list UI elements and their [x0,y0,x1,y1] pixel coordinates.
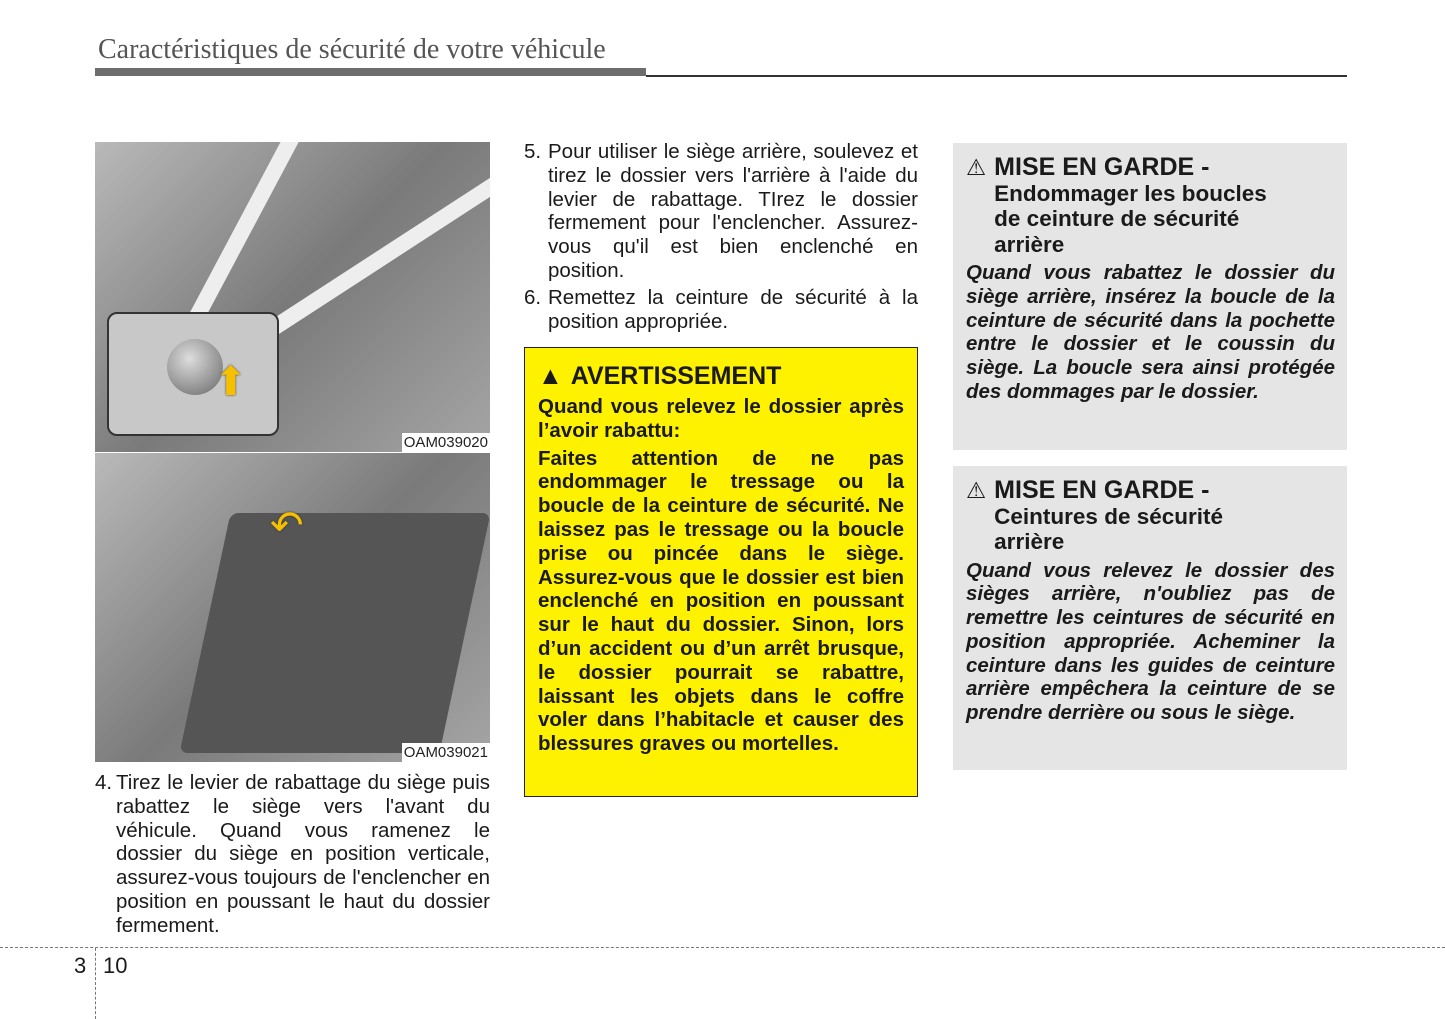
warning-intro: Quand vous relevez le dossier après l’avoir rabattu: [538,395,904,442]
figure-code: OAM039021 [403,744,488,761]
caution-body: Quand vous relevez le dossier des sièges arrière, n'oubliez pas de remettre les ceintures de sécurité en position appropriée. Acheminer la ceinture dans les guides de ceinture arrière empêchera la ceinture de se prendre derrière ou sous le siège. [966,558,1335,725]
warning-body: Faites attention de ne pas endommager le tressage ou la boucle de la ceinture de sécurité. Ne laissez pas le tressage ou la boucle prise ou pincée dans le siège. Assurez-vous que le dossier est bien enclenché en position en poussant sur le haut du dossier. Sinon, lors d’un accident ou d’un arrêt brusque, le dossier pourrait se rabattre, laissant les objets dans le coffre voler dans l’habitacle et causer des blessures graves ou mortelles. [538,446,904,756]
step-4 [95,771,490,938]
header-bar [95,68,646,76]
caution-body: Quand vous rabattez le dossier du siège arrière, insérez la boucle de la ceinture de sécurité dans la pochette entre le dossier et le coussin du siège. La boucle sera ainsi protégée des dommages par le dossier. [966,261,1335,403]
figure-seat-folded [95,453,490,762]
caution-box-buckles [953,143,1347,450]
seatbelt-illustration [188,142,301,324]
step-number: 5. [524,140,542,163]
folded-seat-illustration [179,513,490,753]
caution-triangle-icon: ⚠ [966,478,987,503]
page-header-title: Caractéristiques de sécurité de votre véhicule [98,34,606,65]
curved-arrow-icon: ↶ [270,504,304,548]
caution-subtitle: Ceintures de sécurité arrière [994,503,1224,554]
step-number: 6. [524,286,542,309]
figure-code: OAM039020 [403,434,488,451]
step-5 [524,140,918,283]
warning-box [524,347,918,797]
header-rule [646,75,1347,77]
step-text: Pour utiliser le siège arrière, soulevez et tirez le dossier vers l'arrière à l'aide du levier de rabattage. TIrez le dossier fermement pour l'enclencher. Assurez-vous qu'il est bien enclenché en position. [548,140,918,282]
page-number: 10 [103,953,128,978]
step-number: 4. [95,771,113,794]
caution-title: MISE EN GARDE - [994,476,1210,504]
warning-title: AVERTISSEMENT [570,362,782,390]
footer-rule [0,947,1445,948]
footer-divider [95,948,96,1019]
chapter-number: 3 [74,953,87,978]
warning-triangle-icon: ▲ [538,362,563,390]
caution-title: MISE EN GARDE - [994,153,1210,181]
step-text: Tirez le levier de rabattage du siège puis rabattez le siège vers l'avant du véhicule. Quand vous ramenez le dossier du siège en position verticale, assurez-vous toujours de l'enclencher en position en poussant le haut du dossier fermement. [116,771,490,937]
up-arrow-icon: ⬆ [214,360,248,404]
step-text: Remettez la ceinture de sécurité à la position appropriée. [548,286,918,333]
lever-inset [107,312,279,436]
caution-subtitle: Endommager les boucles de ceinture de sécurité arrière [994,180,1267,257]
seatbelt-illustration [251,170,490,347]
figure-seat-lever [95,142,490,452]
step-6 [524,286,918,334]
caution-triangle-icon: ⚠ [966,155,987,180]
caution-box-belts [953,466,1347,770]
